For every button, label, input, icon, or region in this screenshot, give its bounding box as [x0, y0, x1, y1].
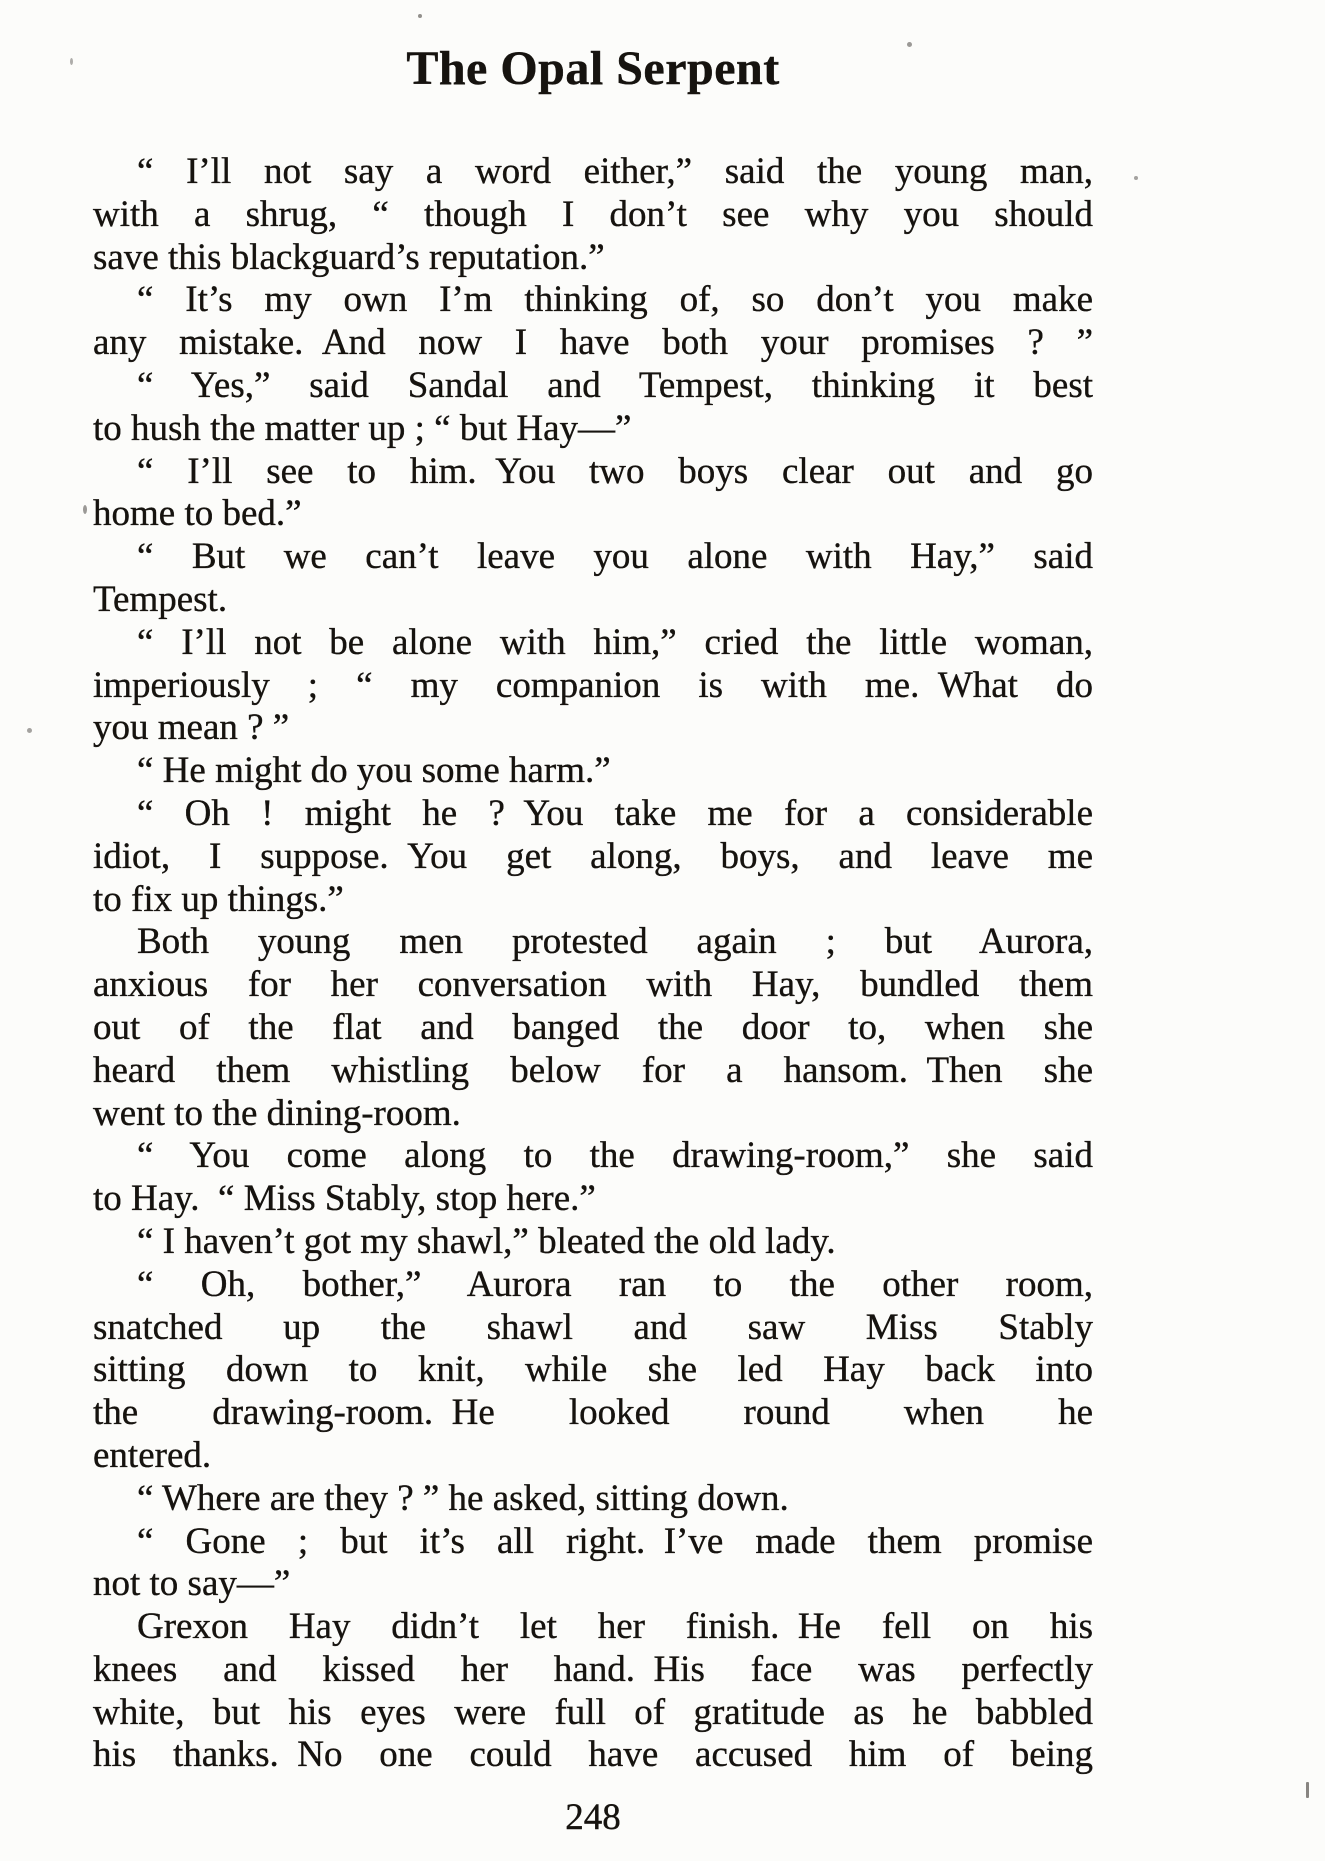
- paragraph: [93, 1264, 1093, 1478]
- text-line: entered.: [93, 1434, 212, 1476]
- text-line: out of the flat and banged the door to, when she: [93, 1006, 1093, 1048]
- paragraph: [93, 1606, 1093, 1777]
- text-line: “ Where are they ? ” he asked, sitting down.: [137, 1477, 789, 1519]
- text-line: his thanks. No one could have accused him of being: [93, 1734, 1093, 1776]
- text-line: Grexon Hay didn’t let her finish. He fell on his: [137, 1606, 1093, 1648]
- text-line: home to bed.”: [93, 493, 302, 535]
- paragraph: [93, 1521, 1093, 1607]
- text-line: “ Gone ; but it’s all right. I’ve made them promise: [137, 1520, 1093, 1562]
- text-line: heard them whistling below for a hansom. Then she: [93, 1049, 1093, 1091]
- text-line: with a shrug, “ though I don’t see why you should: [93, 193, 1093, 235]
- paragraph: [93, 921, 1093, 1135]
- paragraph: [93, 451, 1093, 537]
- text-line: to hush the matter up ; “ but Hay—”: [93, 407, 632, 449]
- scan-speck: [70, 58, 73, 65]
- paragraph: [93, 536, 1093, 622]
- text-line: to fix up things.”: [93, 878, 344, 920]
- text-line: idiot, I suppose. You get along, boys, and leave me: [93, 835, 1093, 877]
- text-line: any mistake. And now I have both your promises ? ”: [93, 322, 1093, 364]
- paragraph: [93, 151, 1093, 279]
- scan-speck: [1306, 1782, 1309, 1798]
- scan-speck: [1134, 176, 1138, 180]
- text-line: “ You come along to the drawing-room,” she said: [137, 1135, 1093, 1177]
- text-line: “ I’ll not be alone with him,” cried the little woman,: [137, 621, 1093, 663]
- text-line: “ But we can’t leave you alone with Hay,” said: [137, 536, 1093, 578]
- scan-speck: [907, 42, 912, 47]
- scan-speck: [418, 14, 422, 18]
- text-line: “ Yes,” said Sandal and Tempest, thinking it best: [137, 364, 1093, 406]
- text-block: [93, 151, 1093, 1777]
- paragraph: [93, 793, 1093, 921]
- scan-speck: [83, 505, 87, 514]
- text-line: you mean ? ”: [93, 707, 290, 749]
- text-line: “ It’s my own I’m thinking of, so don’t you make: [137, 279, 1093, 321]
- paragraph: [93, 750, 1093, 793]
- text-line: “ I’ll see to him. You two boys clear out and go: [137, 450, 1093, 492]
- text-line: save this blackguard’s reputation.”: [93, 236, 605, 278]
- text-line: “ I’ll not say a word either,” said the young man,: [137, 151, 1093, 192]
- page-number: 248: [565, 1797, 621, 1838]
- text-line: white, but his eyes were full of gratitude as he babbled: [93, 1691, 1093, 1733]
- text-line: not to say—”: [93, 1563, 291, 1605]
- paragraph: [93, 1478, 1093, 1521]
- paragraph: [93, 622, 1093, 750]
- text-line: “ I haven’t got my shawl,” bleated the old lady.: [137, 1220, 836, 1262]
- text-line: sitting down to knit, while she led Hay back into: [93, 1349, 1093, 1391]
- text-line: Both young men protested again ; but Aurora,: [137, 921, 1093, 963]
- page-title: The Opal Serpent: [406, 42, 780, 95]
- scan-speck: [27, 728, 32, 733]
- paragraph: [93, 279, 1093, 365]
- text-line: “ Oh, bother,” Aurora ran to the other room,: [137, 1263, 1093, 1305]
- text-line: anxious for her conversation with Hay, bundled them: [93, 964, 1093, 1006]
- text-line: to Hay. “ Miss Stably, stop here.”: [93, 1178, 596, 1220]
- paragraph: [93, 1135, 1093, 1221]
- paragraph: [93, 365, 1093, 451]
- text-line: imperiously ; “ my companion is with me. What do: [93, 664, 1093, 706]
- text-line: “ Oh ! might he ? You take me for a considerable: [137, 792, 1093, 834]
- paragraph: [93, 1221, 1093, 1264]
- text-line: snatched up the shawl and saw Miss Stably: [93, 1306, 1093, 1348]
- text-line: the drawing-room. He looked round when he: [93, 1392, 1093, 1434]
- text-line: “ He might do you some harm.”: [137, 750, 611, 792]
- text-line: knees and kissed her hand. His face was perfectly: [93, 1648, 1093, 1690]
- text-line: went to the dining-room.: [93, 1092, 461, 1134]
- text-line: Tempest.: [93, 578, 228, 620]
